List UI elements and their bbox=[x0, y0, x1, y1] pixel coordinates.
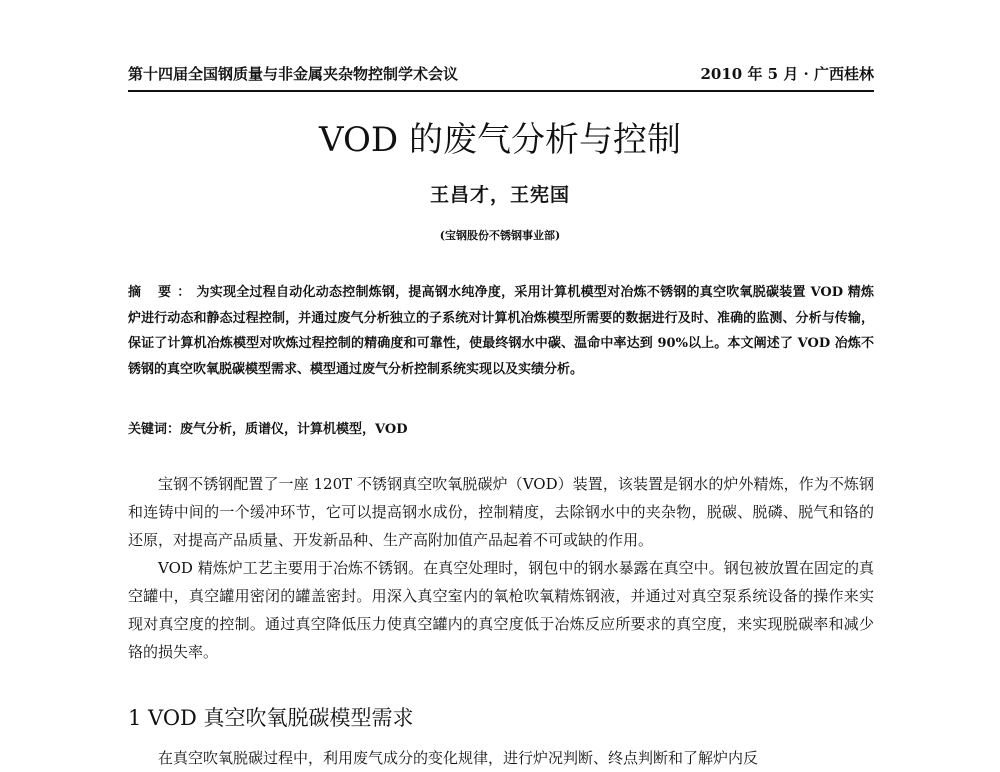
authors: 王昌才，王宪国 bbox=[429, 184, 570, 206]
abstract bbox=[128, 280, 874, 382]
body-text bbox=[128, 470, 874, 666]
section-first-line: 在真空吹氧脱碳过程中，利用废气成分的变化规律，进行炉况判断、终点判断和了解炉内反 bbox=[158, 749, 759, 767]
keywords-label: 关键词： bbox=[128, 422, 181, 437]
abstract-label: 摘 要： bbox=[128, 285, 197, 300]
body-paragraph: 宝钢不锈钢配置了一座 120T 不锈钢真空吹氧脱碳炉（VOD）装置，该装置是钢水的炉外精炼，作为不炼钢和连铸中间的一个缓冲环节，它可以提高钢水成份，控制精度，去除钢水中的夹杂物，脱碳、脱磷、脱气和铬的还原，对提高产品质量、开发新品种、生产高附加值产品起着不可或缺的作用。 bbox=[128, 475, 874, 549]
body-paragraph: VOD 精炼炉工艺主要用于冶炼不锈钢。在真空处理时，钢包中的钢水暴露在真空中。钢包被放置在固定的真空罐中，真空罐用密闭的罐盖密封。用深入真空室内的氧枪吹氧精炼钢液，并通过对真空泵系统设备的操作来实现对真空度的控制。通过真空降低压力使真空罐内的真空度低于冶炼反应所要求的真空度，来实现脱碳率和减少铬的损失率。 bbox=[128, 559, 874, 661]
date-location: 2010 年 5 月 · 广西桂林 bbox=[700, 65, 874, 83]
conference-name: 第十四届全国钢质量与非金属夹杂物控制学术会议 bbox=[128, 65, 459, 83]
paper-title: VOD 的废气分析与控制 bbox=[319, 120, 681, 160]
running-header bbox=[128, 64, 874, 92]
keywords bbox=[128, 418, 874, 442]
keywords-text: 废气分析，质谱仪，计算机模型，VOD bbox=[180, 422, 408, 437]
section-heading: 1 VOD 真空吹氧脱碳模型需求 bbox=[128, 706, 414, 730]
affiliation: (宝钢股份不锈钢事业部) bbox=[439, 229, 561, 242]
abstract-text: 为实现全过程自动化动态控制炼钢，提高钢水纯净度，采用计算机模型对冶炼不锈钢的真空吹氧脱碳装置 VOD 精炼炉进行动态和静态过程控制，并通过废气分析独立的子系统对计算机冶炼模型所需要的数据进行及时、准确的监测、分析与传输，保证了计算机冶炼模型对吹炼过程控制的精确度和可靠性，使最终钢水中碳、温命中率达到 90%以上。本文阐述了 VOD 冶炼不锈钢的真空吹氧脱碳模型需求、模型通过废气分析控制系统实现以及实绩分析。 bbox=[128, 285, 874, 377]
